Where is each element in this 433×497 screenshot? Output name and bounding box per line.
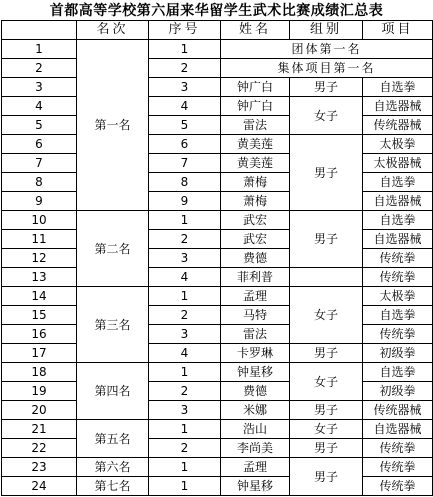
collective-award: 集体项目第一名 — [221, 59, 433, 78]
place-group: 第七名 — [77, 477, 149, 496]
seq-cell: 2 — [149, 382, 221, 401]
place-group: 第一名 — [77, 40, 149, 211]
table-row — [2, 306, 433, 325]
header-rank: 名次 — [77, 21, 149, 40]
table-row — [2, 192, 433, 211]
group-cell: 男子 — [290, 439, 363, 458]
group-cell: 男子 — [290, 401, 363, 420]
name-cell: 钟广白 — [221, 78, 290, 97]
event-cell: 传统拳 — [363, 439, 433, 458]
group-cell: 女子 — [290, 287, 363, 344]
name-cell: 武宏 — [221, 230, 290, 249]
name-cell: 浩山 — [221, 420, 290, 439]
row-number: 8 — [2, 173, 77, 192]
seq-cell: 1 — [149, 477, 221, 496]
seq-cell: 1 — [149, 40, 221, 59]
row-number: 2 — [2, 59, 77, 78]
seq-cell: 4 — [149, 97, 221, 116]
table-row — [2, 78, 433, 97]
header-blank — [2, 21, 77, 40]
name-cell: 黄美莲 — [221, 135, 290, 154]
row-number: 18 — [2, 363, 77, 382]
seq-cell: 1 — [149, 458, 221, 477]
place-group: 第四名 — [77, 363, 149, 420]
group-cell: 男子 — [290, 458, 363, 496]
row-number: 9 — [2, 192, 77, 211]
event-cell: 自选器械 — [363, 230, 433, 249]
name-cell: 李尚美 — [221, 439, 290, 458]
header-row — [2, 21, 433, 40]
row-number: 16 — [2, 325, 77, 344]
row-number: 12 — [2, 249, 77, 268]
row-number: 3 — [2, 78, 77, 97]
header-name: 姓名 — [221, 21, 290, 40]
seq-cell: 4 — [149, 344, 221, 363]
row-number: 10 — [2, 211, 77, 230]
event-cell: 太极拳 — [363, 135, 433, 154]
table-row — [2, 382, 433, 401]
event-cell: 自选器械 — [363, 420, 433, 439]
row-number: 20 — [2, 401, 77, 420]
group-cell: 男子 — [290, 78, 363, 97]
name-cell: 萧梅 — [221, 192, 290, 211]
table-row — [2, 135, 433, 154]
seq-cell: 3 — [149, 78, 221, 97]
seq-cell: 1 — [149, 363, 221, 382]
name-cell: 雷法 — [221, 325, 290, 344]
group-cell: 男子 — [290, 344, 363, 363]
event-cell: 初级拳 — [363, 344, 433, 363]
table-row — [2, 211, 433, 230]
table-row — [2, 325, 433, 344]
seq-cell: 7 — [149, 154, 221, 173]
row-number: 15 — [2, 306, 77, 325]
seq-cell: 3 — [149, 401, 221, 420]
event-cell: 传统拳 — [363, 249, 433, 268]
row-number: 1 — [2, 40, 77, 59]
table-row — [2, 363, 433, 382]
group-cell-empty — [290, 268, 363, 287]
row-number: 23 — [2, 458, 77, 477]
group-cell: 女子 — [290, 420, 363, 439]
name-cell: 萧梅 — [221, 173, 290, 192]
event-cell: 自选拳 — [363, 306, 433, 325]
table-row — [2, 268, 433, 287]
table-row — [2, 458, 433, 477]
row-number: 13 — [2, 268, 77, 287]
team-award: 团体第一名 — [221, 40, 433, 59]
row-number: 6 — [2, 135, 77, 154]
seq-cell: 2 — [149, 306, 221, 325]
event-cell: 初级拳 — [363, 382, 433, 401]
event-cell: 自选器械 — [363, 192, 433, 211]
event-cell: 传统拳 — [363, 477, 433, 496]
table-row — [2, 173, 433, 192]
event-cell: 太极拳 — [363, 287, 433, 306]
place-group: 第三名 — [77, 287, 149, 363]
row-number: 24 — [2, 477, 77, 496]
seq-cell: 2 — [149, 59, 221, 78]
row-number: 17 — [2, 344, 77, 363]
table-row — [2, 401, 433, 420]
row-number: 7 — [2, 154, 77, 173]
name-cell: 钟广白 — [221, 97, 290, 116]
seq-cell: 4 — [149, 268, 221, 287]
group-cell: 女子 — [290, 363, 363, 401]
seq-cell: 6 — [149, 135, 221, 154]
place-group: 第二名 — [77, 211, 149, 287]
header-event: 项目 — [363, 21, 433, 40]
table-row — [2, 154, 433, 173]
event-cell: 太极器械 — [363, 154, 433, 173]
name-cell: 米娜 — [221, 401, 290, 420]
header-seq: 序号 — [149, 21, 221, 40]
seq-cell: 3 — [149, 249, 221, 268]
name-cell: 菲利普 — [221, 268, 290, 287]
event-cell: 传统拳 — [363, 268, 433, 287]
table-row — [2, 97, 433, 116]
place-group: 第六名 — [77, 458, 149, 477]
row-number: 4 — [2, 97, 77, 116]
row-number: 21 — [2, 420, 77, 439]
event-cell: 自选拳 — [363, 173, 433, 192]
table-row — [2, 477, 433, 496]
table-row — [2, 230, 433, 249]
row-number: 22 — [2, 439, 77, 458]
table-row — [2, 287, 433, 306]
seq-cell: 1 — [149, 211, 221, 230]
table-row — [2, 344, 433, 363]
name-cell: 钟星移 — [221, 477, 290, 496]
place-group: 第五名 — [77, 420, 149, 458]
group-cell: 女子 — [290, 97, 363, 135]
row-number: 14 — [2, 287, 77, 306]
name-cell: 孟理 — [221, 287, 290, 306]
event-cell: 自选拳 — [363, 363, 433, 382]
event-cell: 传统拳 — [363, 325, 433, 344]
name-cell: 费德 — [221, 382, 290, 401]
name-cell: 黄美莲 — [221, 154, 290, 173]
event-cell: 自选拳 — [363, 211, 433, 230]
name-cell: 马特 — [221, 306, 290, 325]
seq-cell: 1 — [149, 420, 221, 439]
table-row — [2, 116, 433, 135]
row-number: 5 — [2, 116, 77, 135]
name-cell: 孟理 — [221, 458, 290, 477]
group-cell: 男子 — [290, 211, 363, 268]
seq-cell: 9 — [149, 192, 221, 211]
table-row — [2, 249, 433, 268]
seq-cell: 2 — [149, 439, 221, 458]
seq-cell: 5 — [149, 116, 221, 135]
event-cell: 传统器械 — [363, 401, 433, 420]
event-cell: 自选拳 — [363, 78, 433, 97]
name-cell: 费德 — [221, 249, 290, 268]
document-title: 首都高等学校第六届来华留学生武术比赛成绩汇总表 — [49, 3, 384, 19]
seq-cell: 3 — [149, 325, 221, 344]
seq-cell: 1 — [149, 287, 221, 306]
results-table — [1, 20, 433, 496]
event-cell: 传统拳 — [363, 458, 433, 477]
name-cell: 雷法 — [221, 116, 290, 135]
name-cell: 武宏 — [221, 211, 290, 230]
row-number: 19 — [2, 382, 77, 401]
event-cell: 自选器械 — [363, 97, 433, 116]
row-number: 11 — [2, 230, 77, 249]
name-cell: 钟星移 — [221, 363, 290, 382]
header-group: 组别 — [290, 21, 363, 40]
table-row — [2, 439, 433, 458]
table-row — [2, 40, 433, 59]
seq-cell: 2 — [149, 230, 221, 249]
event-cell: 传统器械 — [363, 116, 433, 135]
name-cell: 卡罗琳 — [221, 344, 290, 363]
seq-cell: 8 — [149, 173, 221, 192]
table-row — [2, 59, 433, 78]
table-row — [2, 420, 433, 439]
group-cell: 男子 — [290, 135, 363, 211]
